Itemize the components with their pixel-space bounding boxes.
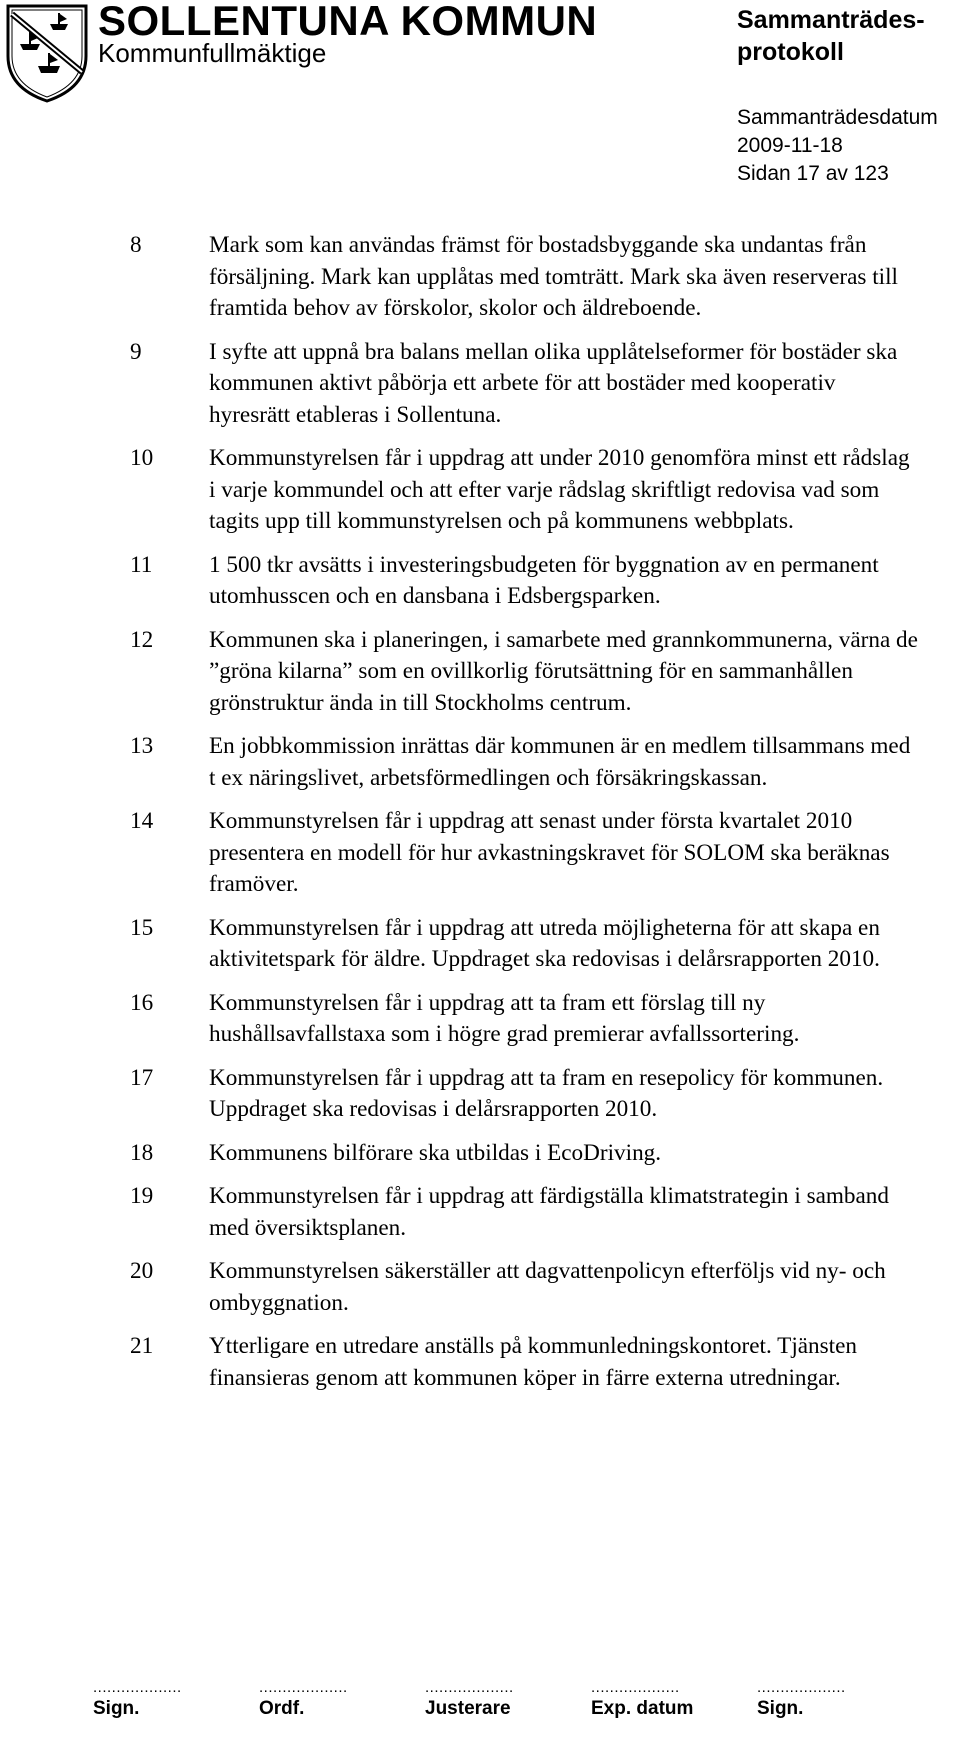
item-number: 8 bbox=[130, 232, 142, 258]
chair-field bbox=[259, 1680, 348, 1722]
item-number: 10 bbox=[130, 445, 154, 471]
signature-line: ................... bbox=[757, 1679, 846, 1696]
list-item bbox=[130, 1331, 920, 1394]
meeting-date: 2009-11-18 bbox=[737, 134, 843, 157]
item-number: 16 bbox=[130, 989, 154, 1016]
list-item bbox=[130, 1181, 920, 1244]
chair-label: Ordf. bbox=[259, 1698, 305, 1719]
item-text: En jobbkommission inrättas där kommunen är en medlem tillsammans med t ex näringslivet, arbetsförmedlingen och försäkringskassan. bbox=[209, 733, 911, 791]
list-item bbox=[130, 731, 920, 794]
item-number: 12 bbox=[130, 626, 154, 653]
list-item bbox=[130, 230, 920, 325]
item-text: Kommunstyrelsen får i uppdrag att ta fram ett förslag till ny hushållsavfallstaxa som i högre grad premierar avfallssortering. bbox=[209, 989, 800, 1047]
page-number: Sidan 17 av 123 bbox=[737, 162, 889, 185]
list-item bbox=[130, 913, 920, 976]
item-text: Kommunstyrelsen får i uppdrag att färdigställa klimatstrategin i samband med översiktsplanen. bbox=[209, 1183, 889, 1241]
meeting-meta bbox=[737, 104, 952, 188]
signature-field-2 bbox=[757, 1680, 846, 1722]
list-item bbox=[130, 806, 920, 901]
item-text: Kommunen ska i planeringen, i samarbete med grannkommunerna, värna de ”gröna kilarna” som en ovillkorlig förutsättning för en sammanhållen grönstruktur ända in till Stockholms centrum. bbox=[209, 626, 918, 716]
municipal-crest-icon bbox=[4, 2, 90, 104]
item-text: 1 500 tkr avsätts i investeringsbudgeten för byggnation av en permanent utomhusscen och en dansbana i Edsbergsparken. bbox=[209, 551, 879, 609]
signature-field bbox=[93, 1680, 182, 1722]
expedition-date-label: Exp. datum bbox=[591, 1698, 694, 1719]
decision-list bbox=[130, 230, 920, 1406]
item-number: 13 bbox=[130, 733, 154, 759]
item-number: 14 bbox=[130, 808, 154, 834]
item-text: Kommunens bilförare ska utbildas i EcoDriving. bbox=[209, 1139, 662, 1166]
signature-line: ................... bbox=[93, 1679, 182, 1696]
signature-label: Sign. bbox=[93, 1698, 140, 1719]
item-number: 11 bbox=[130, 551, 153, 578]
item-text: Kommunstyrelsen får i uppdrag att under 2010 genomföra minst ett rådslag i varje kommundel och att efter varje rådslag skriftligt redovisa vad som tagits upp till kommunstyrelsen och på kommunens webbplats. bbox=[209, 445, 910, 534]
item-number: 20 bbox=[130, 1258, 154, 1284]
signature-label: Sign. bbox=[757, 1698, 804, 1719]
list-item bbox=[130, 550, 920, 613]
item-number: 18 bbox=[130, 1139, 154, 1166]
signature-line: ................... bbox=[591, 1679, 680, 1696]
signature-line: ................... bbox=[259, 1679, 348, 1696]
list-item bbox=[130, 1138, 920, 1170]
item-text: Kommunstyrelsen får i uppdrag att senast under första kvartalet 2010 presentera en modell för hur avkastningskravet för SOLOM ska beräknas framöver. bbox=[209, 808, 890, 897]
item-text: I syfte att uppnå bra balans mellan olika upplåtelseformer för bostäder ska kommunen aktivt påbörja ett arbete för att bostäder med kooperativ hyresrätt etableras i Sollentuna. bbox=[209, 338, 898, 428]
list-item bbox=[130, 443, 920, 538]
item-number: 17 bbox=[130, 1064, 154, 1091]
date-label: Sammanträdesdatum bbox=[737, 106, 938, 129]
item-number: 19 bbox=[130, 1183, 154, 1209]
organization-body: Kommunfullmäktige bbox=[98, 38, 327, 68]
document-type: Sammanträdes-protokoll bbox=[737, 6, 925, 66]
item-text: Kommunstyrelsen säkerställer att dagvattenpolicyn efterföljs vid ny- och ombyggnation. bbox=[209, 1258, 886, 1316]
organization-name: SOLLENTUNA KOMMUN bbox=[98, 0, 598, 44]
item-number: 9 bbox=[130, 338, 142, 365]
signature-line: ................... bbox=[425, 1679, 514, 1696]
item-number: 15 bbox=[130, 914, 154, 941]
list-item bbox=[130, 625, 920, 720]
page-header bbox=[0, 0, 960, 190]
item-text: Mark som kan användas främst för bostadsbyggande ska undantas från försäljning. Mark kan upplåtas med tomträtt. Mark ska även reserveras till framtida behov av förskolor, skolor och äldreboende. bbox=[209, 232, 898, 321]
item-number: 21 bbox=[130, 1333, 154, 1359]
adjuster-label: Justerare bbox=[425, 1698, 511, 1719]
list-item bbox=[130, 1063, 920, 1126]
expedition-date-field bbox=[591, 1680, 693, 1722]
adjuster-field bbox=[425, 1680, 514, 1722]
list-item bbox=[130, 988, 920, 1051]
list-item bbox=[130, 1256, 920, 1319]
item-text: Ytterligare en utredare anställs på kommunledningskontoret. Tjänsten finansieras genom att kommunen köper in färre externa utredningar. bbox=[209, 1333, 857, 1391]
signature-footer bbox=[0, 1680, 960, 1743]
item-text: Kommunstyrelsen får i uppdrag att utreda möjligheterna för att skapa en aktivitetspark för äldre. Uppdraget ska redovisas i delårsrapporten 2010. bbox=[209, 914, 880, 972]
item-text: Kommunstyrelsen får i uppdrag att ta fram en resepolicy för kommunen. Uppdraget ska redovisas i delårsrapporten 2010. bbox=[209, 1064, 884, 1122]
list-item bbox=[130, 337, 920, 432]
